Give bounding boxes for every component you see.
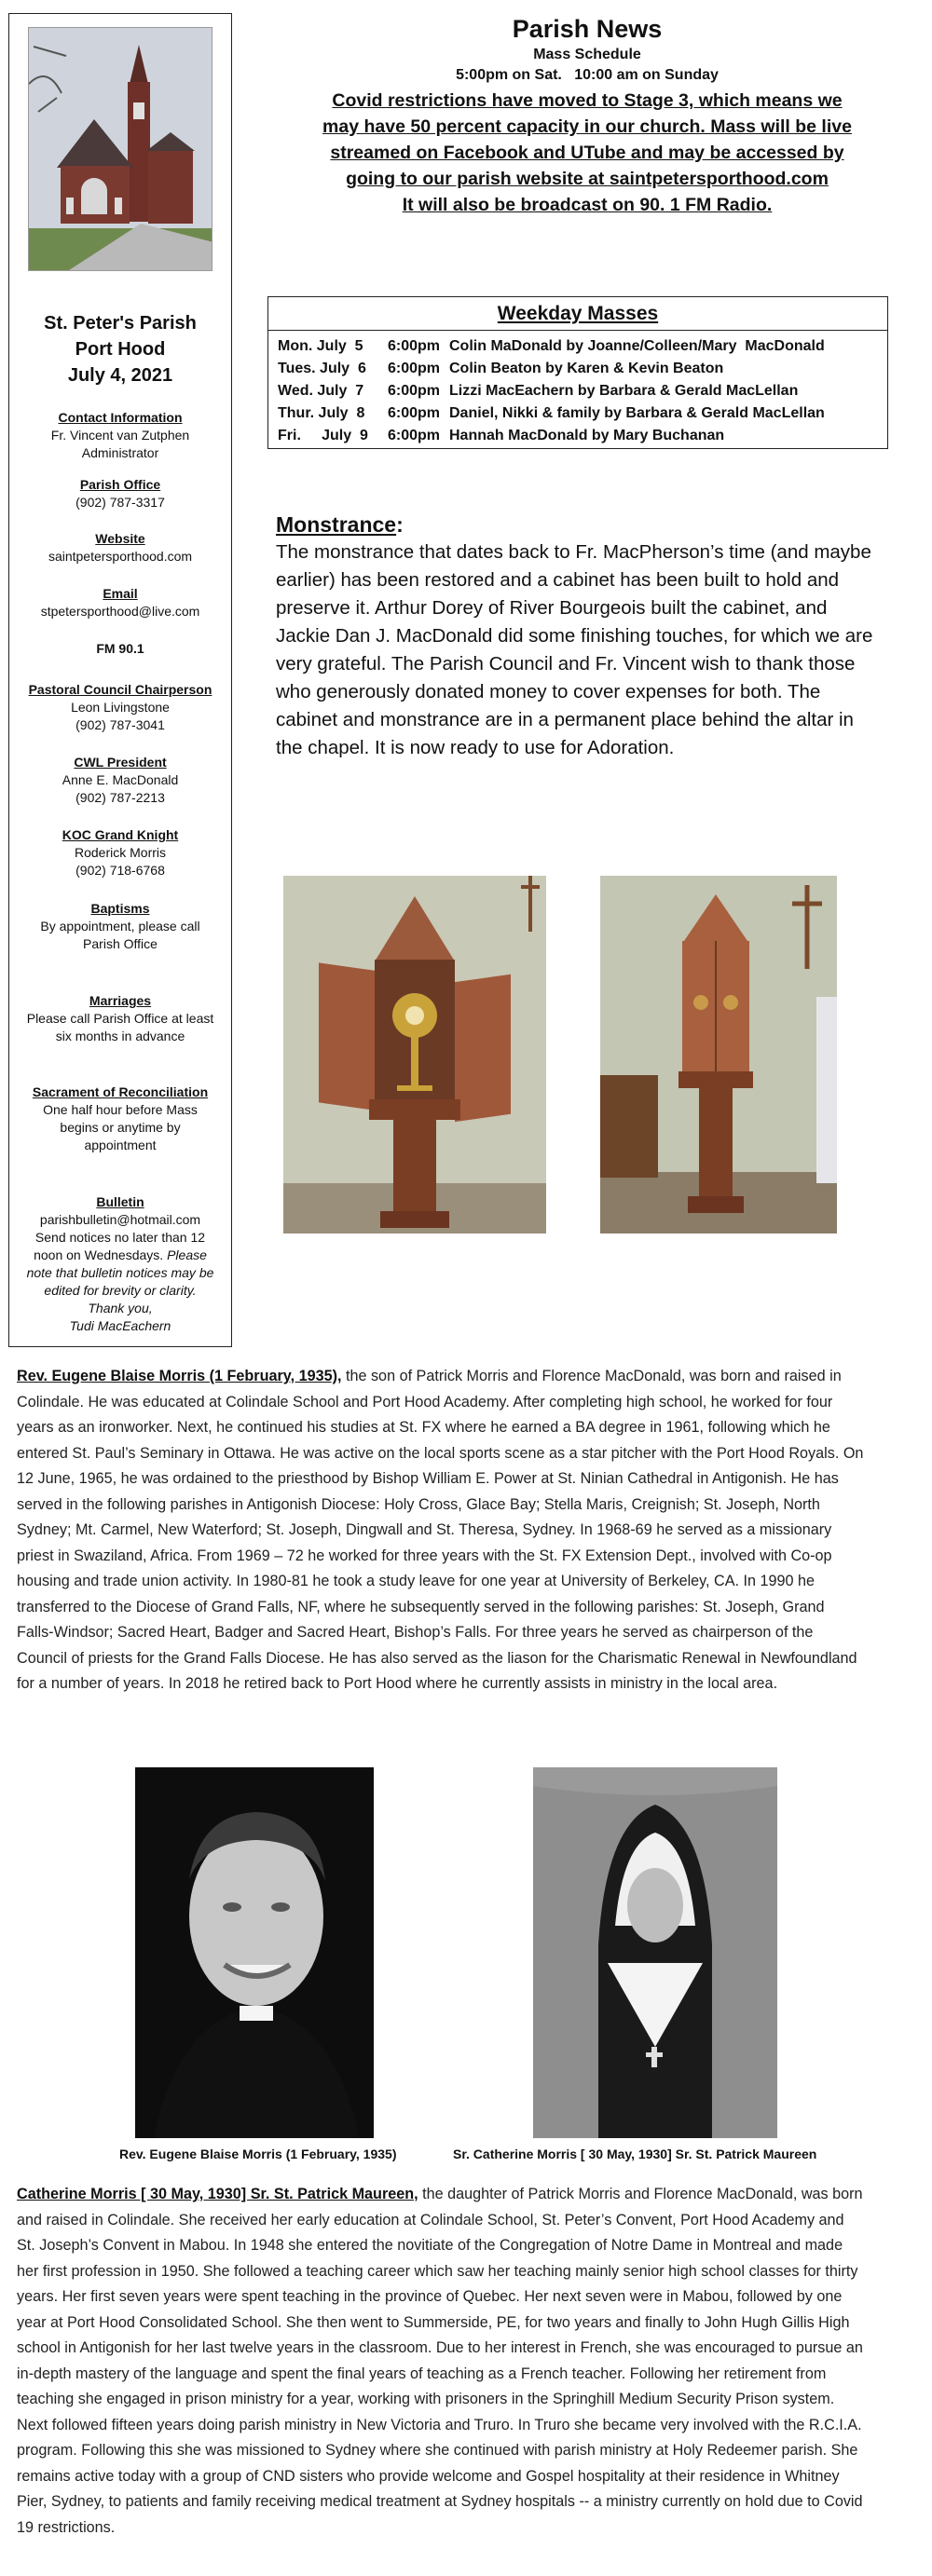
mass-row [278, 335, 878, 358]
reconciliation-line3: appointment [84, 1138, 157, 1152]
catherine-bio-lead: Catherine Morris [ 30 May, 1930] Sr. St. Patrick Maureen, [17, 2186, 418, 2202]
mass-time: 6:00pm [388, 428, 441, 443]
bulletin-note2: note that bulletin notices may be [26, 1265, 214, 1280]
website-link[interactable]: saintpetersporthood.com [48, 549, 193, 564]
catherine-morris-portrait [533, 1767, 777, 2138]
bulletin-line2: noon on Wednesdays. [34, 1247, 164, 1262]
bulletin-thanks: Thank you, [88, 1301, 153, 1315]
eugene-morris-portrait [135, 1767, 374, 2138]
mass-row [278, 380, 878, 402]
covid-line-1: Covid restrictions have moved to Stage 3, which means we [332, 90, 843, 111]
eugene-portrait-illustration [135, 1767, 374, 2138]
koc-name: Roderick Morris [74, 845, 166, 860]
parish-town: Port Hood [75, 339, 166, 360]
bulletin-email[interactable]: parishbulletin@hotmail.com [39, 1212, 201, 1227]
bulletin-note1: Please [167, 1247, 207, 1262]
mass-time: 6:00pm [388, 383, 441, 399]
marriages-section [9, 992, 231, 1045]
bulletin-signoff: Tudi MacEachern [69, 1318, 171, 1333]
header [270, 13, 904, 218]
reconciliation-heading: Sacrament of Reconciliation [32, 1084, 209, 1099]
mass-day: Fri. July 9 [278, 428, 368, 443]
mass-intention: Colin MaDonald by Joanne/Colleen/Mary MacDonald [449, 338, 825, 354]
contact-heading: Contact Information [58, 410, 183, 425]
weekday-masses-title-text: Weekday Masses [497, 303, 659, 324]
radio-frequency: FM 90.1 [96, 641, 144, 656]
open-cabinet-illustration [283, 876, 546, 1233]
mass-day: Tues. July 6 [278, 361, 366, 376]
baptisms-line2: Parish Office [83, 936, 158, 951]
bulletin-note3: edited for brevity or clarity. [44, 1283, 197, 1298]
office-phone: (902) 787-3317 [75, 495, 165, 510]
weekday-masses-rows [268, 331, 887, 452]
website-section [9, 530, 231, 566]
baptisms-section [9, 900, 231, 953]
contact-section [9, 409, 231, 462]
monstrance-colon: : [396, 512, 404, 537]
weekday-masses-table [267, 296, 888, 449]
monstrance-title: Monstrance [276, 512, 397, 537]
bulletin-heading: Bulletin [96, 1194, 144, 1209]
eugene-bio-text: the son of Patrick Morris and Florence MacDonald, was born and raised in Colindale. He was educated at Colindale School and Port Hood Academy. After completing high school, he worked for four years as an ironworker. Next, he continued his studies at St. FX where he earned a BA degree in 1961, following which he entered St. Paul’s Seminary in Ottawa. He was active on the local sports scene as a star pitcher with the Port Hood Royals. On 12 June, 1965, he was ordained to the priesthood by Bishop William E. Power at St. Ninian Cathedral in Antigonish. He has served in the following parishes in Antigonish Diocese: Holy Cross, Glace Bay; Stella Maris, Creignish; St. Joseph, North Sydney; Mt. Carmel, New Waterford; St. Joseph, Dingwall and St. Theresa, Sydney. In 1968-69 he served as a missionary priest in Swaziland, Africa. From 1969 – 72 he worked for three years with the St. FX Extension Dept., involved with Co-op housing and trade union activity. In 1980-81 he took a study leave for one year at University of Berkeley, CA. In 1990 he transferred to the Diocese of Grand Falls, NF, where he subsequently served in the following parishes: St. Joseph, Grand Falls-Windsor; Sacred Heart, Badger and Sacred Heart, Bishop’s Falls. For three years he served as chairperson of the Council of priests for the Grand Falls Diocese. He has also served as the liason for the Charismatic Renewal in Newfoundland for a number of years. In 2018 he retired back to Port Hood where he currently assists in ministry in the local area. [17, 1368, 864, 1692]
parish-title [9, 310, 231, 388]
monstrance-article [276, 511, 878, 762]
reconciliation-section [9, 1084, 231, 1154]
koc-heading: KOC Grand Knight [62, 827, 179, 842]
monstrance-body: The monstrance that dates back to Fr. MacPherson’s time (and maybe earlier) has been restored and a cabinet has been built to hold and preserve it. Arthur Dorey of River Bourgeois built the cabinet, and Jackie Dan J. MacDonald did some finishing touches, for which we are very grateful. The Parish Council and Fr. Vincent wish to thank those who generously donated money to cover expenses for both. The cabinet and monstrance are in a permanent place behind the altar in the chapel. It is now ready to use for Adoration. [276, 541, 873, 758]
catherine-caption: Sr. Catherine Morris [ 30 May, 1930] Sr. St. Patrick Maureen [453, 2147, 817, 2161]
email-heading: Email [103, 586, 138, 601]
open-cabinet-photo [283, 876, 546, 1233]
email-section [9, 585, 231, 620]
mass-time: 6:00pm [388, 405, 441, 421]
marriages-heading: Marriages [89, 993, 152, 1008]
parish-name: St. Peter's Parish [44, 313, 197, 334]
mass-row [278, 425, 878, 447]
catherine-morris-bio [17, 2182, 865, 2541]
office-heading: Parish Office [79, 477, 161, 492]
mass-times: 5:00pm on Sat. 10:00 am on Sunday [456, 67, 719, 83]
covid-line-3: streamed on Facebook and UTube and may be accessed by [330, 143, 844, 163]
mass-day: Thur. July 8 [278, 405, 365, 421]
council-section [9, 681, 231, 734]
reconciliation-line1: One half hour before Mass [43, 1102, 198, 1117]
mass-intention: Hannah MacDonald by Mary Buchanan [449, 428, 725, 443]
eugene-bio-lead: Rev. Eugene Blaise Morris (1 February, 1935), [17, 1368, 342, 1384]
mass-intention: Colin Beaton by Karen & Kevin Beaton [449, 361, 724, 376]
bulletin-line1: Send notices no later than 12 [34, 1230, 206, 1245]
baptisms-line1: By appointment, please call [40, 919, 200, 934]
covid-line-2: may have 50 percent capacity in our church. Mass will be live [322, 116, 852, 137]
eugene-morris-bio [17, 1364, 865, 1697]
covid-line-4: going to our parish website at saintpetersporthood.com [346, 169, 829, 189]
eugene-caption: Rev. Eugene Blaise Morris (1 February, 1935) [119, 2147, 397, 2161]
closed-cabinet-illustration [600, 876, 837, 1233]
catherine-portrait-illustration [533, 1767, 777, 2138]
bulletin-date: July 4, 2021 [67, 365, 173, 386]
cwl-phone: (902) 787-2213 [75, 790, 165, 805]
marriages-line1: Please call Parish Office at least [26, 1011, 214, 1026]
email-link[interactable]: stpetersporthood@live.com [40, 604, 200, 619]
contact-name: Fr. Vincent van Zutphen [50, 428, 190, 443]
cwl-name: Anne E. MacDonald [62, 772, 179, 787]
contact-role: Administrator [81, 445, 159, 460]
weekday-masses-title [268, 297, 887, 331]
office-section [9, 476, 231, 511]
cwl-section [9, 754, 231, 807]
koc-phone: (902) 718-6768 [75, 863, 165, 878]
church-photo [28, 27, 212, 271]
council-heading: Pastoral Council Chairperson [28, 682, 212, 697]
cwl-heading: CWL President [74, 755, 167, 770]
baptisms-heading: Baptisms [90, 901, 150, 916]
council-phone: (902) 787-3041 [75, 717, 165, 732]
covid-notice [270, 88, 904, 218]
mass-intention: Lizzi MacEachern by Barbara & Gerald MacLellan [449, 383, 799, 399]
marriages-line2: six months in advance [55, 1029, 185, 1043]
mass-schedule-heading: Mass Schedule [533, 47, 641, 62]
bulletin-line2-wrap [9, 1247, 231, 1264]
closed-cabinet-photo [600, 876, 837, 1233]
mass-day: Mon. July 5 [278, 338, 363, 354]
bulletin-section [9, 1193, 231, 1335]
reconciliation-line2: begins or anytime by [60, 1120, 181, 1135]
mass-time: 6:00pm [388, 361, 441, 376]
sidebar [8, 13, 232, 1347]
covid-line-5: It will also be broadcast on 90. 1 FM Radio. [402, 195, 773, 215]
council-name: Leon Livingstone [71, 700, 170, 715]
mass-day: Wed. July 7 [278, 383, 364, 399]
mass-row [278, 358, 878, 380]
mass-intention: Daniel, Nikki & family by Barbara & Gerald MacLellan [449, 405, 825, 421]
mass-row [278, 402, 878, 425]
page-title: Parish News [512, 15, 663, 43]
mass-time: 6:00pm [388, 338, 441, 354]
catherine-bio-text: the daughter of Patrick Morris and Florence MacDonald, was born and raised in Colindale. She received her early education at Colindale School, St. Peter’s Convent, Port Hood Academy and St. Joseph’s Convent in Mabou. In 1948 she entered the novitiate of the Congregation of Notre Dame in Montreal and made her first profession in 1950. She followed a teaching career which saw her teaching mainly senior high school classes for thirty years. Her first seven years were spent teaching in the province of Quebec. Her next seven were in Mabou, followed by one year at Port Hood Consolidated School. She then went to Summerside, PE, for two years and finally to John Hugh Gillis High school in Antigonish for her last twelve years in the classroom. Due to her interest in French, she was encouraged to pursue an in-depth mastery of the language and spent the final years of teaching as a French teacher. Following her retirement from teaching she engaged in prison ministry for a year, working with prisoners in the Springhill Medium Security Prison system. Next followed fifteen years doing parish ministry in New Victoria and Truro. In Truro she became very involved with the R.C.I.A. program. Following this she was missioned to Sydney where she continued with parish ministry at Holy Redeemer parish. She remains active today with a group of CND sisters who provide welcome and Gospel hospitality at their residence in Whitney Pier, Sydney, to patients and family receiving medical treatment at Sydney hospitals -- a ministry currently on hold due to Covid 19 restrictions. [17, 2186, 863, 2536]
monstrance-heading [276, 511, 878, 538]
koc-section [9, 826, 231, 879]
website-heading: Website [95, 531, 145, 546]
church-illustration [29, 28, 212, 271]
